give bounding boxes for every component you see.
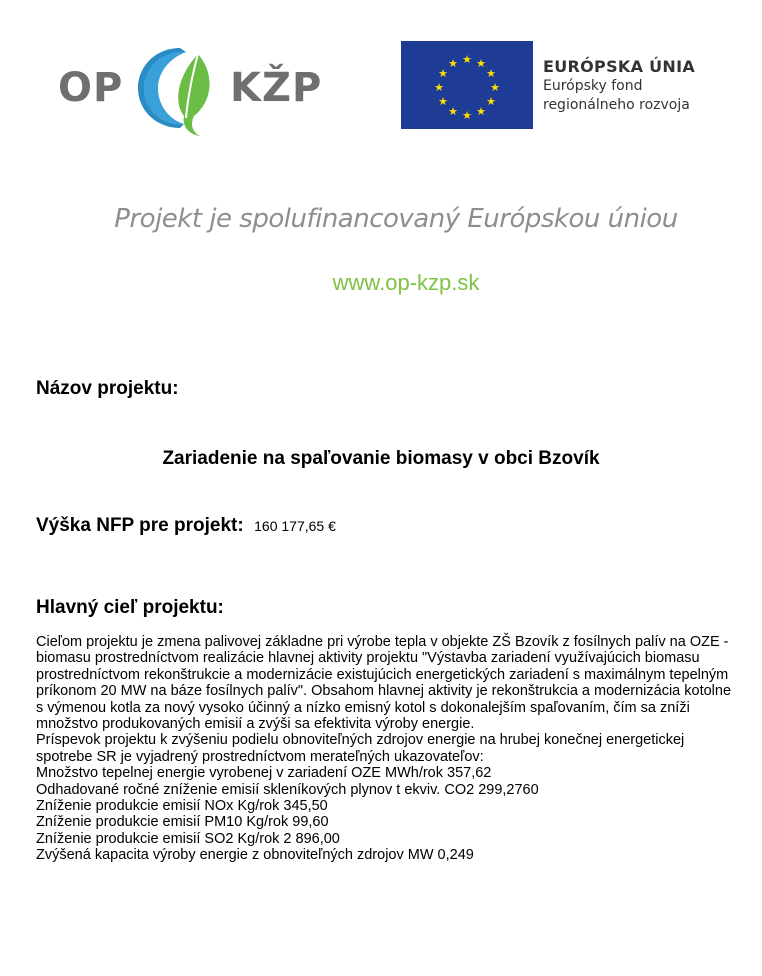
project-name-label: Názov projektu: <box>36 378 179 399</box>
svg-text:★: ★ <box>476 105 486 118</box>
svg-text:★: ★ <box>462 53 472 66</box>
svg-text:★: ★ <box>486 67 496 80</box>
eu-title: EURÓPSKA ÚNIA <box>543 57 696 76</box>
contribution-paragraph: Príspevok projektu k zvýšeniu podielu obnoviteľných zdrojov energie na hrubej konečnej energetickej spotrebe SR je vyjadrený prostredníctvom merateľných ukazovateľov: <box>36 732 685 765</box>
nfp-label: Výška NFP pre projekt: <box>36 515 244 536</box>
indicator-item: Odhadované ročné zníženie emisií skleníkových plynov t ekviv. CO2 299,2760 <box>36 781 539 798</box>
eu-logo <box>401 41 711 129</box>
op-kzp-logo <box>58 40 328 140</box>
goal-label: Hlavný cieľ projektu: <box>36 597 224 618</box>
indicator-item: Množstvo tepelnej energie vyrobenej v zariadení OZE MWh/rok 357,62 <box>36 765 492 782</box>
svg-text:★: ★ <box>438 67 448 80</box>
nfp-value: 160 177,65 € <box>254 518 336 534</box>
svg-text:★: ★ <box>462 109 472 122</box>
indicator-item: Zvýšená kapacita výroby energie z obnoviteľných zdrojov MW 0,249 <box>36 847 474 864</box>
leaf-emblem-icon <box>134 42 220 136</box>
svg-text:★: ★ <box>486 95 496 108</box>
indicator-item: Zníženie produkcie emisií PM10 Kg/rok 99,60 <box>36 814 329 831</box>
eu-caption <box>543 57 713 115</box>
svg-text:★: ★ <box>448 105 458 118</box>
svg-text:★: ★ <box>438 95 448 108</box>
eu-fund-line2: regionálneho rozvoja <box>543 97 690 113</box>
svg-text:★: ★ <box>434 81 444 94</box>
logo-op-text: OP <box>58 65 124 111</box>
svg-text:★: ★ <box>476 57 486 70</box>
nfp-row <box>36 515 336 537</box>
cofinanced-tagline: Projekt je spolufinancovaný Európskou úniou <box>114 204 678 234</box>
project-name: Zariadenie na spaľovanie biomasy v obci Bzovík <box>162 448 600 469</box>
logo-kzp-text: KŽP <box>230 65 323 111</box>
goal-body <box>36 634 736 864</box>
indicator-item: Zníženie produkcie emisií SO2 Kg/rok 2 896,00 <box>36 830 340 847</box>
svg-text:★: ★ <box>448 57 458 70</box>
eu-flag-icon <box>401 41 533 129</box>
indicator-item: Zníženie produkcie emisií NOx Kg/rok 345,50 <box>36 798 328 815</box>
svg-text:★: ★ <box>490 81 500 94</box>
eu-fund-line1: Európsky fond <box>543 78 643 94</box>
website-link[interactable]: www.op-kzp.sk <box>332 270 480 295</box>
goal-paragraph: Cieľom projektu je zmena palivovej základne pri výrobe tepla v objekte ZŠ Bzovík z fosílnych palív na OZE - biomasu prostredníctvom realizácie hlavnej aktivity projektu "Výstavba zariadení využívajúcich biomasu prostredníctvom rekonštrukcie a modernizácie existujúcich energetických zariadení s maximálnym tepelným príkonom 20 MW na báze fosílnych palív". Obsahom hlavnej aktivity je rekonštrukcia a modernizácia kotolne s výmenou kotla za nový vysoko účinný a nízko emisný kotol s dokonalejším spaľovaním, čím sa zníži množstvo produkovaných emisií a zvýši sa efektivita výroby energie. <box>36 634 732 733</box>
